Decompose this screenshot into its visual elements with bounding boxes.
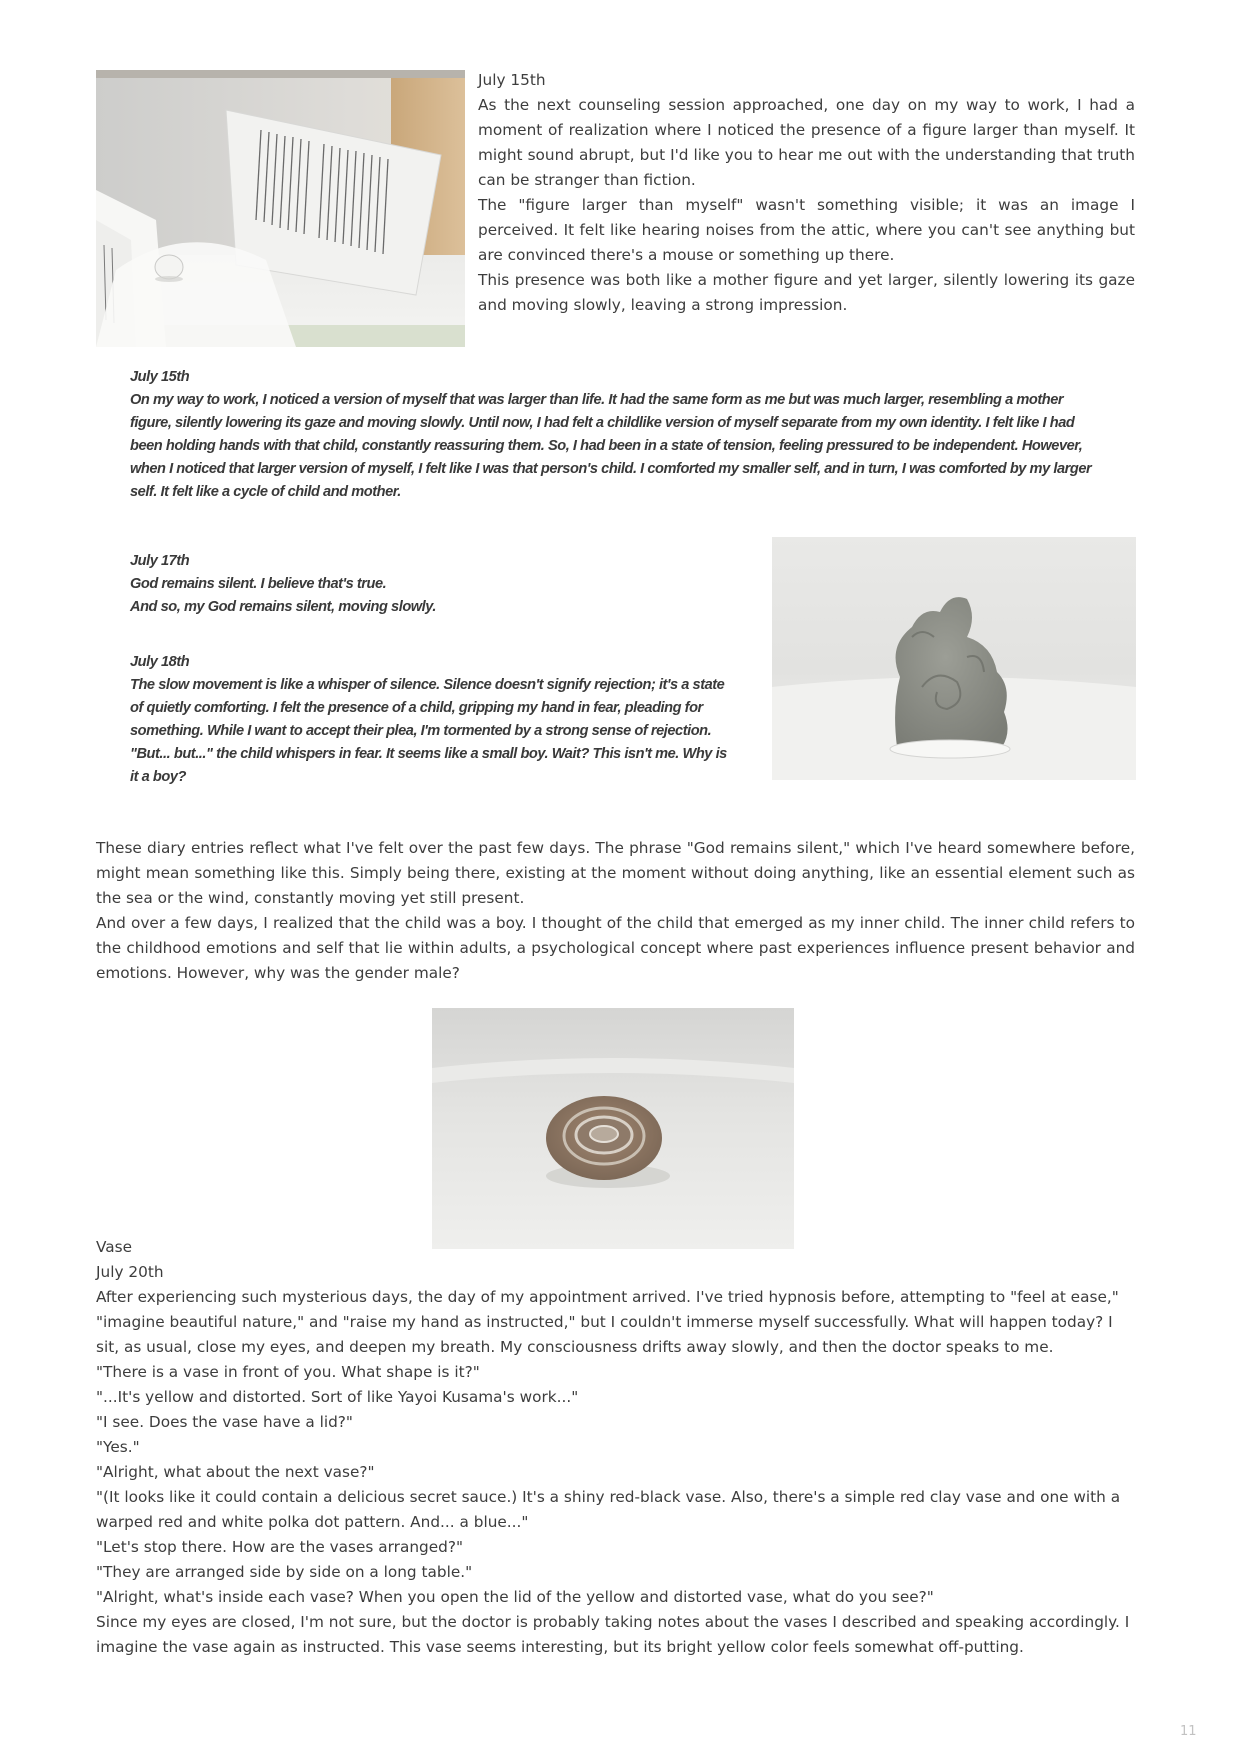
diary-entry-july17 <box>130 550 730 619</box>
vase-line: Since my eyes are closed, I'm not sure, but the doctor is probably taking notes about the vases I described and speaking accordingly. I imagine the vase again as instructed. This vase seems interesting, but its bright yellow color feels somewhat off-putting. <box>96 1613 1130 1656</box>
vase-line: "They are arranged side by side on a long table." <box>96 1563 473 1581</box>
vase-line: "Let's stop there. How are the vases arranged?" <box>96 1538 464 1556</box>
diary-entry-july15 <box>130 366 1105 504</box>
intro-paragraph: As the next counseling session approached, one day on my way to work, I had a moment of realization where I noticed the presence of a figure larger than myself. It might sound abrupt, but I'd like you to hear me out with the understanding that truth can be stranger than fiction. <box>478 96 1135 189</box>
reflection-paragraph: These diary entries reflect what I've felt over the past few days. The phrase "God remains silent," which I've heard somewhere before, might mean something like this. Simply being there, existing at the moment without doing anything, like an essential element such as the sea or the wind, constantly moving yet still present. <box>96 839 1135 907</box>
diary-text: The slow movement is like a whisper of silence. Silence doesn't signify rejection; it's a state of quietly comforting. I felt the presence of a child, gripping my hand in fear, pleading for something. While I want to accept their plea, I'm tormented by a strong sense of rejection. "But... but..." the child whispers in fear. It seems like a small boy. Wait? This isn't me. Why is it a boy? <box>130 677 727 785</box>
photo-paper-cards <box>96 70 465 347</box>
vase-section <box>96 1235 1135 1660</box>
vase-line: "There is a vase in front of you. What shape is it?" <box>96 1363 480 1381</box>
section-heading: Vase <box>96 1238 133 1256</box>
diary-entry-july18 <box>130 651 730 789</box>
reflection-paragraph: And over a few days, I realized that the child was a boy. I thought of the child that emerged as my inner child. The inner child refers to the childhood emotions and self that lie within adults, a psychological concept where past experiences influence present behavior and emotions. However, why was the gender male? <box>96 914 1135 982</box>
reflection-section <box>96 836 1135 986</box>
diary-date: July 18th <box>130 654 190 670</box>
intro-date: July 15th <box>478 71 546 89</box>
vase-line: "(It looks like it could contain a delicious secret sauce.) It's a shiny red-black vase. Also, there's a simple red clay vase and one with a warped red and white polka dot pattern. And... a blue..." <box>96 1488 1121 1531</box>
photo-clay-figure <box>772 537 1136 780</box>
intro-paragraph: The "figure larger than myself" wasn't something visible; it was an image I perceived. It felt like hearing noises from the attic, where you can't see anything but are convinced there's a mouse or something up there. <box>478 196 1135 264</box>
intro-section <box>478 68 1135 318</box>
page-number: 11 <box>1180 1724 1197 1739</box>
vase-line: "Yes." <box>96 1438 140 1456</box>
vase-line: "I see. Does the vase have a lid?" <box>96 1413 353 1431</box>
vase-line: "...It's yellow and distorted. Sort of like Yayoi Kusama's work..." <box>96 1388 579 1406</box>
vase-line: "Alright, what about the next vase?" <box>96 1463 375 1481</box>
intro-paragraph: This presence was both like a mother figure and yet larger, silently lowering its gaze and moving slowly, leaving a strong impression. <box>478 271 1135 314</box>
diary-text: On my way to work, I noticed a version of myself that was larger than life. It had the same form as me but was much larger, resembling a mother figure, silently lowering its gaze and moving slowly. Until now, I had felt a childlike version of myself separate from my own identity. I felt like I had been holding hands with that child, constantly reassuring them. So, I had been in a state of tension, feeling pressured to be independent. However, when I noticed that larger version of myself, I felt like I was that person's child. I comforted my smaller self, and in turn, I was comforted by my larger self. It felt like a cycle of child and mother. <box>130 392 1092 500</box>
diary-text: God remains silent. I believe that's true. <box>130 576 387 592</box>
diary-date: July 17th <box>130 553 190 569</box>
diary-date: July 15th <box>130 369 190 385</box>
photo-agate-stone <box>432 1008 794 1249</box>
vase-line: After experiencing such mysterious days, the day of my appointment arrived. I've tried hypnosis before, attempting to "feel at ease," "imagine beautiful nature," and "raise my hand as instructed," but I couldn't immerse myself successfully. What will happen today? I sit, as usual, close my eyes, and deepen my breath. My consciousness drifts away slowly, and then the doctor speaks to me. <box>96 1288 1119 1356</box>
vase-date: July 20th <box>96 1263 164 1281</box>
diary-text: And so, my God remains silent, moving slowly. <box>130 599 437 615</box>
vase-line: "Alright, what's inside each vase? When you open the lid of the yellow and distorted vase, what do you see?" <box>96 1588 934 1606</box>
